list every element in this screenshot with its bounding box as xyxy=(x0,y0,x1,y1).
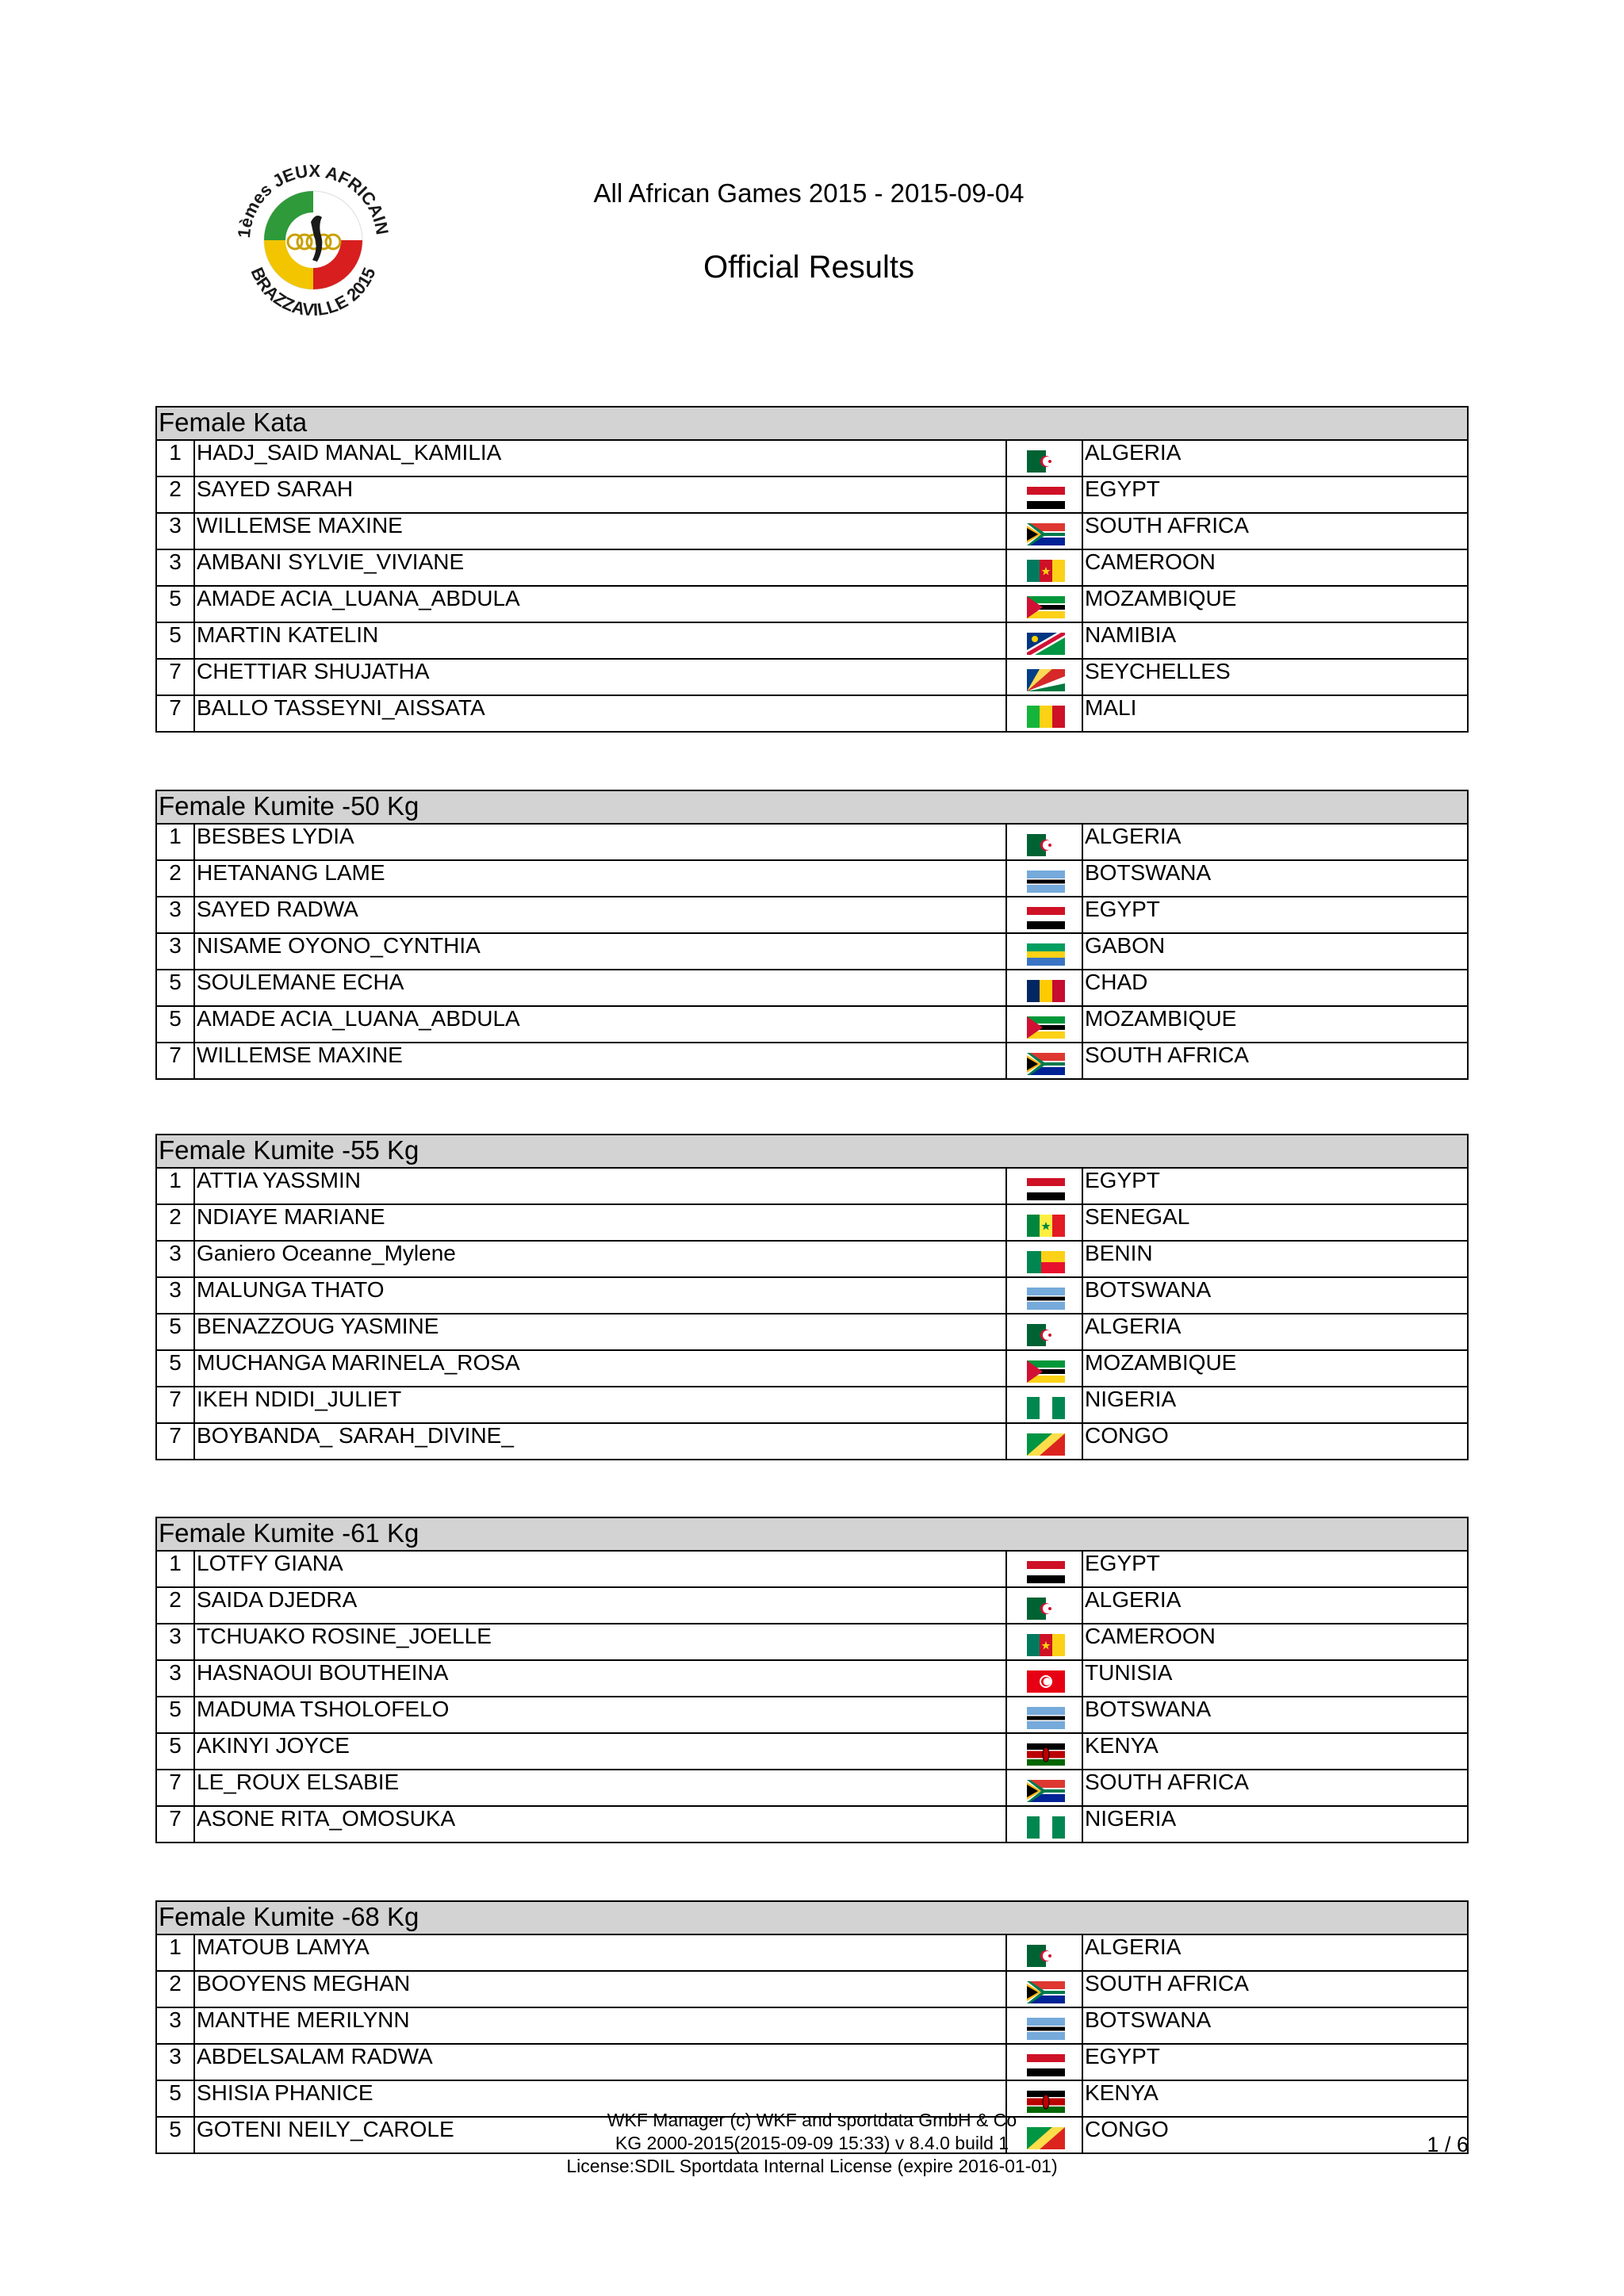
footer-line-2: KG 2000-2015(2015-09-09 15:33) v 8.4.0 build 1 xyxy=(615,2133,1009,2153)
result-row xyxy=(155,514,1469,550)
flag-cell xyxy=(1007,441,1083,476)
athlete-name-cell: HADJ_SAID MANAL_KAMILIA xyxy=(195,441,1007,476)
result-row xyxy=(155,1205,1469,1242)
flag-cell xyxy=(1007,1043,1083,1078)
athlete-name-cell: ASONE RITA_OMOSUKA xyxy=(195,1807,1007,1842)
result-row xyxy=(155,2045,1469,2081)
result-row xyxy=(155,1278,1469,1314)
flag-cell xyxy=(1007,934,1083,969)
rank-cell: 2 xyxy=(157,1205,195,1240)
egypt-flag-icon xyxy=(1027,487,1065,509)
rank-cell: 5 xyxy=(157,1734,195,1769)
botswana-flag-icon xyxy=(1027,871,1065,893)
rank-cell: 2 xyxy=(157,1972,195,2007)
country-cell: NIGERIA xyxy=(1085,1806,1177,1831)
athlete-name-cell: AMADE ACIA_LUANA_ABDULA xyxy=(195,587,1007,622)
flag-cell xyxy=(1007,660,1083,695)
results-section xyxy=(155,1134,1469,1460)
result-row xyxy=(155,1697,1469,1734)
country-cell: BOTSWANA xyxy=(1085,2007,1212,2032)
country-cell: MOZAMBIQUE xyxy=(1085,586,1237,610)
gabon-flag-icon xyxy=(1027,943,1065,966)
rank-cell: 7 xyxy=(157,1387,195,1422)
country-cell: SOUTH AFRICA xyxy=(1085,513,1249,538)
section-title: Female Kumite -68 Kg xyxy=(155,1900,1469,1935)
flag-cell xyxy=(1007,623,1083,658)
flag-cell xyxy=(1007,550,1083,585)
rank-cell: 3 xyxy=(157,934,195,969)
country-cell: MOZAMBIQUE xyxy=(1085,1006,1237,1031)
flag-cell xyxy=(1007,1169,1083,1203)
rank-cell: 5 xyxy=(157,1697,195,1732)
flag-cell xyxy=(1007,1424,1083,1459)
footer-line-3: License:SDIL Sportdata Internal License (expire 2016-01-01) xyxy=(566,2156,1058,2176)
country-cell: MOZAMBIQUE xyxy=(1085,1350,1237,1375)
footer xyxy=(495,2109,1129,2178)
rank-cell: 2 xyxy=(157,477,195,512)
rank-cell: 7 xyxy=(157,1424,195,1459)
country-cell: EGYPT xyxy=(1085,1551,1160,1575)
athlete-name-cell: MATOUB LAMYA xyxy=(195,1935,1007,1970)
footer-line-1: WKF Manager (c) WKF and sportdata GmbH & Co xyxy=(607,2110,1017,2130)
algeria-flag-icon xyxy=(1027,1324,1065,1346)
rank-cell: 5 xyxy=(157,623,195,658)
section-title: Female Kumite -61 Kg xyxy=(155,1517,1469,1552)
result-row xyxy=(155,1424,1469,1460)
athlete-name-cell: SAIDA DJEDRA xyxy=(195,1588,1007,1623)
rank-cell: 3 xyxy=(157,2008,195,2043)
flag-cell xyxy=(1007,477,1083,512)
botswana-flag-icon xyxy=(1027,2018,1065,2040)
rank-cell: 1 xyxy=(157,825,195,859)
result-row xyxy=(155,1807,1469,1843)
athlete-name-cell: HASNAOUI BOUTHEINA xyxy=(195,1661,1007,1696)
athlete-name-cell: SOULEMANE ECHA xyxy=(195,970,1007,1005)
rank-cell: 5 xyxy=(157,970,195,1005)
athlete-name-cell: TCHUAKO ROSINE_JOELLE xyxy=(195,1624,1007,1659)
flag-cell xyxy=(1007,1242,1083,1276)
flag-cell xyxy=(1007,825,1083,859)
rank-cell: 5 xyxy=(157,1007,195,1042)
flag-cell xyxy=(1007,1734,1083,1769)
athlete-name-cell: MARTIN KATELIN xyxy=(195,623,1007,658)
page-title: All African Games 2015 - 2015-09-04 xyxy=(593,178,1025,208)
egypt-flag-icon xyxy=(1027,1178,1065,1200)
section-title: Female Kata xyxy=(155,406,1469,441)
rank-cell: 1 xyxy=(157,1552,195,1586)
result-row xyxy=(155,441,1469,477)
kenya-flag-icon xyxy=(1027,1743,1065,1766)
country-cell: EGYPT xyxy=(1085,897,1160,921)
rank-cell: 3 xyxy=(157,2045,195,2080)
country-cell: NIGERIA xyxy=(1085,1387,1177,1411)
mozambique-flag-icon xyxy=(1027,596,1065,618)
country-cell: ALGERIA xyxy=(1085,1314,1182,1338)
algeria-flag-icon xyxy=(1027,834,1065,856)
result-row xyxy=(155,1588,1469,1624)
flag-cell xyxy=(1007,1770,1083,1805)
result-row xyxy=(155,1387,1469,1424)
country-cell: ALGERIA xyxy=(1085,1934,1182,1959)
games-logo xyxy=(222,147,404,329)
rank-cell: 5 xyxy=(157,1314,195,1349)
flag-cell xyxy=(1007,1661,1083,1696)
flag-cell xyxy=(1007,1007,1083,1042)
rank-cell: 2 xyxy=(157,861,195,896)
cameroon-flag-icon xyxy=(1027,1634,1065,1656)
egypt-flag-icon xyxy=(1027,2054,1065,2076)
rank-cell: 3 xyxy=(157,550,195,585)
athlete-name-cell: BOOYENS MEGHAN xyxy=(195,1972,1007,2007)
country-cell: SOUTH AFRICA xyxy=(1085,1043,1249,1067)
flag-cell xyxy=(1007,1205,1083,1240)
flag-cell xyxy=(1007,1278,1083,1313)
rank-cell: 3 xyxy=(157,897,195,932)
country-cell: CONGO xyxy=(1085,1423,1169,1448)
country-cell: ALGERIA xyxy=(1085,440,1182,465)
flag-cell xyxy=(1007,514,1083,549)
country-cell: ALGERIA xyxy=(1085,824,1182,848)
egypt-flag-icon xyxy=(1027,907,1065,929)
page-subtitle: Official Results xyxy=(703,250,914,285)
mozambique-flag-icon xyxy=(1027,1360,1065,1383)
rank-cell: 5 xyxy=(157,2081,195,2116)
flag-cell xyxy=(1007,1972,1083,2007)
result-row xyxy=(155,970,1469,1007)
results-section xyxy=(155,406,1469,733)
algeria-flag-icon xyxy=(1027,450,1065,473)
athlete-name-cell: AKINYI JOYCE xyxy=(195,1734,1007,1769)
country-cell: CAMEROON xyxy=(1085,1624,1216,1648)
country-cell: CAMEROON xyxy=(1085,549,1216,574)
rank-cell: 1 xyxy=(157,1169,195,1203)
namibia-flag-icon xyxy=(1027,633,1065,655)
south-africa-flag-icon xyxy=(1027,1981,1065,2003)
flag-cell xyxy=(1007,1314,1083,1349)
rank-cell: 3 xyxy=(157,1278,195,1313)
athlete-name-cell: BOYBANDA_ SARAH_DIVINE_ xyxy=(195,1424,1007,1459)
senegal-flag-icon xyxy=(1027,1215,1065,1237)
chad-flag-icon xyxy=(1027,980,1065,1002)
rank-cell: 5 xyxy=(157,1351,195,1386)
flag-cell xyxy=(1007,1624,1083,1659)
result-row xyxy=(155,1242,1469,1278)
cameroon-flag-icon xyxy=(1027,560,1065,582)
athlete-name-cell: BENAZZOUG YASMINE xyxy=(195,1314,1007,1349)
athlete-name-cell: ATTIA YASSMIN xyxy=(195,1169,1007,1203)
athlete-name-cell: AMADE ACIA_LUANA_ABDULA xyxy=(195,1007,1007,1042)
rank-cell: 3 xyxy=(157,1661,195,1696)
result-row xyxy=(155,1552,1469,1588)
athlete-name-cell: ABDELSALAM RADWA xyxy=(195,2045,1007,2080)
results-section xyxy=(155,790,1469,1080)
flag-cell xyxy=(1007,970,1083,1005)
logo-text-bottom: BRAZZAVILLE 2015 xyxy=(247,264,380,320)
result-row xyxy=(155,1734,1469,1770)
flag-cell xyxy=(1007,1588,1083,1623)
flag-cell xyxy=(1007,861,1083,896)
flag-cell xyxy=(1007,897,1083,932)
flag-cell xyxy=(1007,2008,1083,2043)
rank-cell: 7 xyxy=(157,1043,195,1078)
country-cell: CHAD xyxy=(1085,970,1148,994)
botswana-flag-icon xyxy=(1027,1288,1065,1310)
country-cell: BENIN xyxy=(1085,1241,1153,1265)
athlete-name-cell: BESBES LYDIA xyxy=(195,825,1007,859)
athlete-name-cell: MANTHE MERILYNN xyxy=(195,2008,1007,2043)
athlete-name-cell: CHETTIAR SHUJATHA xyxy=(195,660,1007,695)
rank-cell: 1 xyxy=(157,441,195,476)
result-row xyxy=(155,1351,1469,1387)
athlete-name-cell: BALLO TASSEYNI_AISSATA xyxy=(195,696,1007,731)
result-row xyxy=(155,1007,1469,1043)
result-row xyxy=(155,825,1469,861)
results-section xyxy=(155,1517,1469,1843)
result-row xyxy=(155,696,1469,733)
result-row xyxy=(155,2008,1469,2045)
result-row xyxy=(155,897,1469,934)
country-cell: EGYPT xyxy=(1085,2044,1160,2068)
athlete-name-cell: IKEH NDIDI_JULIET xyxy=(195,1387,1007,1422)
athlete-name-cell: AMBANI SYLVIE_VIVIANE xyxy=(195,550,1007,585)
athlete-name-cell: WILLEMSE MAXINE xyxy=(195,514,1007,549)
country-cell: SENEGAL xyxy=(1085,1204,1190,1229)
country-cell: SEYCHELLES xyxy=(1085,659,1231,683)
country-cell: TUNISIA xyxy=(1085,1660,1173,1685)
athlete-name-cell: MALUNGA THATO xyxy=(195,1278,1007,1313)
athlete-name-cell: GOTENI NEILY_CAROLE xyxy=(195,2118,1007,2152)
result-row xyxy=(155,861,1469,897)
athlete-name-cell: MUCHANGA MARINELA_ROSA xyxy=(195,1351,1007,1386)
athlete-name-cell: SHISIA PHANICE xyxy=(195,2081,1007,2116)
rank-cell: 1 xyxy=(157,1935,195,1970)
athlete-name-cell: NISAME OYONO_CYNTHIA xyxy=(195,934,1007,969)
athlete-name-cell: SAYED RADWA xyxy=(195,897,1007,932)
country-cell: EGYPT xyxy=(1085,1168,1160,1192)
country-cell: BOTSWANA xyxy=(1085,1697,1212,1721)
page-number: 1 / 6 xyxy=(1427,2133,1469,2156)
flag-cell xyxy=(1007,587,1083,622)
result-row xyxy=(155,1043,1469,1080)
rank-cell: 3 xyxy=(157,1624,195,1659)
rank-cell: 7 xyxy=(157,1807,195,1842)
logo-text-top: 1èmes JEUX AFRICAIN xyxy=(233,160,393,239)
rank-cell: 2 xyxy=(157,1588,195,1623)
country-cell: KENYA xyxy=(1085,2080,1159,2105)
south-africa-flag-icon xyxy=(1027,1053,1065,1075)
section-title: Female Kumite -50 Kg xyxy=(155,790,1469,825)
result-row xyxy=(155,1661,1469,1697)
flag-cell xyxy=(1007,1552,1083,1586)
country-cell: BOTSWANA xyxy=(1085,1277,1212,1302)
country-cell: SOUTH AFRICA xyxy=(1085,1971,1249,1996)
result-row xyxy=(155,587,1469,623)
result-row xyxy=(155,477,1469,514)
flag-cell xyxy=(1007,2045,1083,2080)
rank-cell: 3 xyxy=(157,514,195,549)
flag-cell xyxy=(1007,1697,1083,1732)
athlete-name-cell: Ganiero Oceanne_Mylene xyxy=(195,1242,1007,1276)
country-cell: NAMIBIA xyxy=(1085,622,1177,647)
result-row xyxy=(155,934,1469,970)
result-row xyxy=(155,1935,1469,1972)
result-row xyxy=(155,1169,1469,1205)
result-row xyxy=(155,1972,1469,2008)
nigeria-flag-icon xyxy=(1027,1397,1065,1419)
flag-cell xyxy=(1007,1387,1083,1422)
south-africa-flag-icon xyxy=(1027,523,1065,545)
mali-flag-icon xyxy=(1027,706,1065,728)
rank-cell: 7 xyxy=(157,660,195,695)
country-cell: MALI xyxy=(1085,695,1137,720)
congo-flag-icon xyxy=(1027,1433,1065,1456)
algeria-flag-icon xyxy=(1027,1945,1065,1967)
result-row xyxy=(155,550,1469,587)
flag-cell xyxy=(1007,1807,1083,1842)
country-cell: ALGERIA xyxy=(1085,1587,1182,1612)
result-row xyxy=(155,1624,1469,1661)
rank-cell: 3 xyxy=(157,1242,195,1276)
tunisia-flag-icon xyxy=(1027,1670,1065,1693)
result-row xyxy=(155,1314,1469,1351)
mozambique-flag-icon xyxy=(1027,1016,1065,1039)
country-cell: EGYPT xyxy=(1085,476,1160,501)
rank-cell: 7 xyxy=(157,1770,195,1805)
botswana-flag-icon xyxy=(1027,1707,1065,1729)
athlete-name-cell: SAYED SARAH xyxy=(195,477,1007,512)
flag-cell xyxy=(1007,1351,1083,1386)
section-title: Female Kumite -55 Kg xyxy=(155,1134,1469,1169)
country-cell: CONGO xyxy=(1085,2117,1169,2141)
country-cell: GABON xyxy=(1085,933,1166,958)
result-row xyxy=(155,623,1469,660)
seychelles-flag-icon xyxy=(1027,669,1065,691)
athlete-name-cell: LE_ROUX ELSABIE xyxy=(195,1770,1007,1805)
flag-cell xyxy=(1007,696,1083,731)
athlete-name-cell: MADUMA TSHOLOFELO xyxy=(195,1697,1007,1732)
country-cell: SOUTH AFRICA xyxy=(1085,1770,1249,1794)
egypt-flag-icon xyxy=(1027,1561,1065,1583)
result-row xyxy=(155,1770,1469,1807)
flag-cell xyxy=(1007,1935,1083,1970)
athlete-name-cell: LOTFY GIANA xyxy=(195,1552,1007,1586)
country-cell: BOTSWANA xyxy=(1085,860,1212,885)
athlete-name-cell: HETANANG LAME xyxy=(195,861,1007,896)
athlete-name-cell: WILLEMSE MAXINE xyxy=(195,1043,1007,1078)
rank-cell: 7 xyxy=(157,696,195,731)
nigeria-flag-icon xyxy=(1027,1816,1065,1839)
athlete-name-cell: NDIAYE MARIANE xyxy=(195,1205,1007,1240)
country-cell: KENYA xyxy=(1085,1733,1159,1758)
rank-cell: 5 xyxy=(157,2118,195,2152)
benin-flag-icon xyxy=(1027,1251,1065,1273)
algeria-flag-icon xyxy=(1027,1598,1065,1620)
south-africa-flag-icon xyxy=(1027,1780,1065,1802)
rank-cell: 5 xyxy=(157,587,195,622)
result-row xyxy=(155,660,1469,696)
